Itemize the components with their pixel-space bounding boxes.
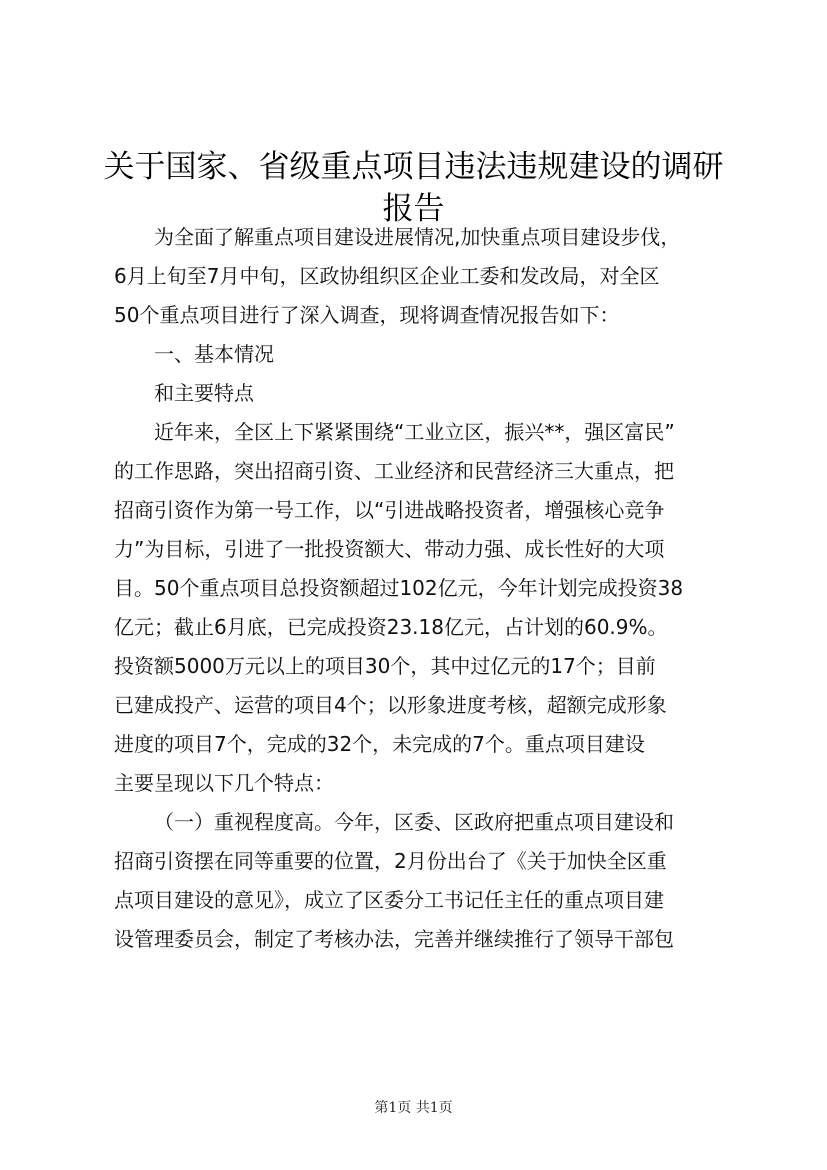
title-line-2: 报告: [382, 191, 445, 227]
document-body: [114, 218, 736, 959]
body-line: 点项目建设的意见》，成立了区委分工书记任主任的重点项目建: [114, 888, 664, 912]
body-line: （一）重视程度高。今年，区委、区政府把重点项目建设和: [154, 810, 674, 834]
body-line: 近年来，全区上下紧紧围绕“工业立区，振兴**，强区富民”: [154, 420, 675, 444]
body-line: 已建成投产、运营的项目4个；以形象进度考核，超额完成形象: [114, 693, 667, 717]
body-line: 为全面了解重点项目建设进展情况,加快重点项目建设步伐，: [154, 225, 681, 249]
body-line: 招商引资作为第一号工作，以“引进战略投资者，增强核心竞争: [114, 498, 665, 522]
body-line: 进度的项目7个，完成的32个，未完成的7个。重点项目建设: [114, 732, 645, 756]
body-line: 目。50个重点项目总投资额超过102亿元，今年计划完成投资38: [114, 576, 684, 600]
body-line: 50个重点项目进行了深入调查，现将调查情况报告如下：: [114, 303, 620, 327]
section-heading: 一、基本情况: [154, 342, 274, 366]
body-line: 6月上旬至7月中旬，区政协组织区企业工委和发改局，对全区: [114, 264, 660, 288]
body-line: 亿元；截止6月底，已完成投资23.18亿元，占计划的60.9%。: [114, 615, 668, 639]
body-line: 主要呈现以下几个特点：: [114, 771, 334, 795]
body-line: 投资额5000万元以上的项目30个，其中过亿元的17个；目前: [114, 654, 656, 678]
page-footer: 第1页 共1页: [374, 1100, 453, 1116]
body-line: 力”为目标，引进了一批投资额大、带动力强、成长性好的大项: [114, 537, 665, 561]
body-line: 设管理委员会，制定了考核办法，完善并继续推行了领导干部包: [114, 927, 674, 951]
title-line-1: 关于国家、省级重点项目违法违规建设的调研: [103, 149, 724, 185]
section-heading-continued: 和主要特点: [154, 381, 254, 405]
body-line: 的工作思路，突出招商引资、工业经济和民营经济三大重点，把: [114, 459, 674, 483]
body-line: 招商引资摆在同等重要的位置，2月份出台了《关于加快全区重: [114, 849, 667, 873]
